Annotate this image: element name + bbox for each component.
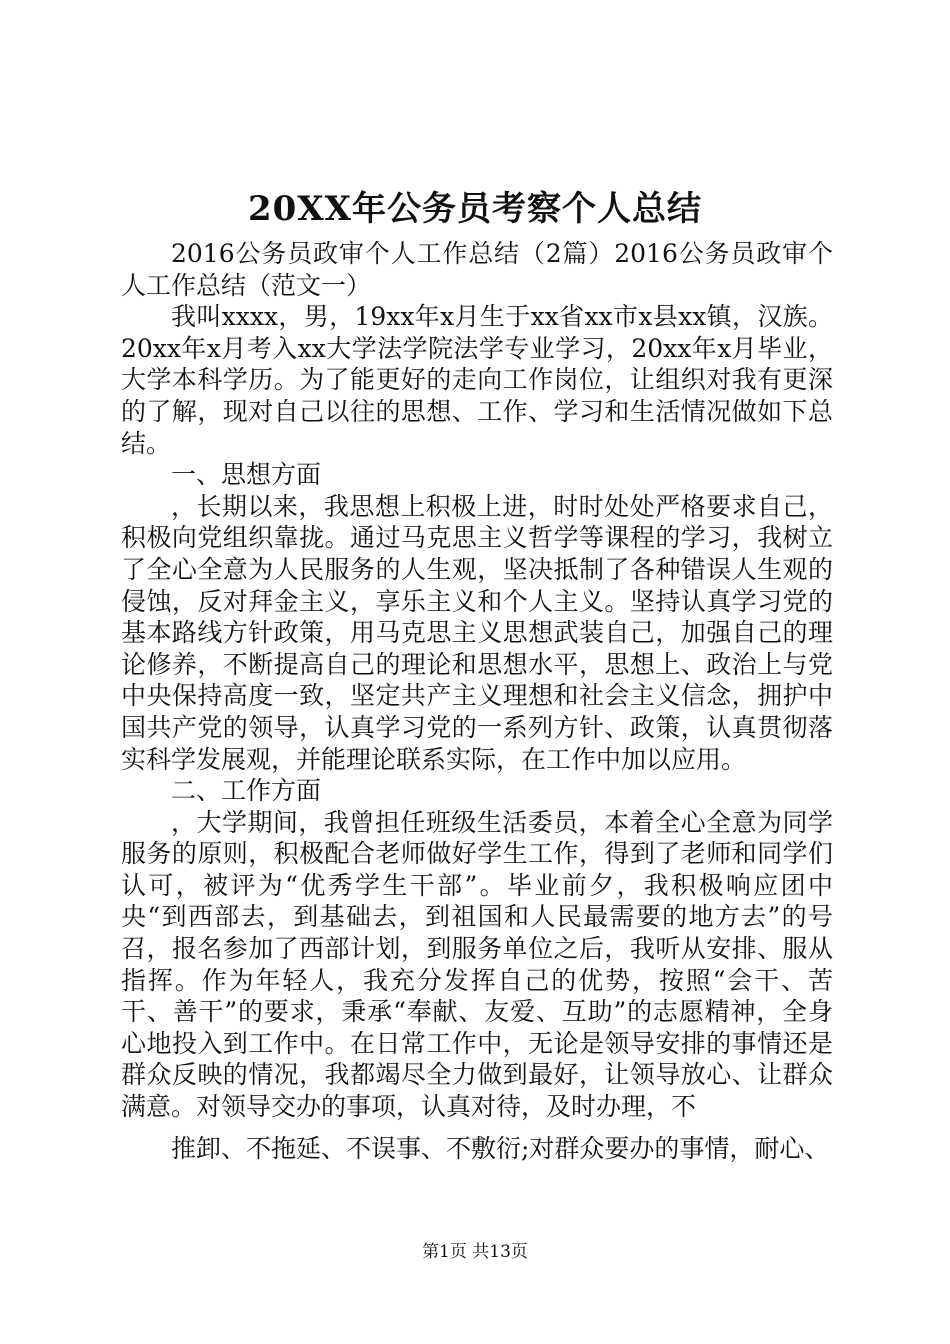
paragraph-thought: ，长期以来，我思想上积极上进，时时处处严格要求自己，积极向党组织靠拢。通过马克思主义哲学等课程的学习，我树立了全心全意为人民服务的人生观，坚决抵制了各种错误人生观的侵蚀，反对拜金主义，享乐主义和个人主义。坚持认真学习党的基本路线方针政策，用马克思主义思想武装自己，加强自己的理论修养，不断提高自己的理论和思想水平，思想上、政治上与党中央保持高度一致，坚定共产主义理想和社会主义信念，拥护中国共产党的领导，认真学习党的一系列方针、政策，认真贯彻落实科学发展观，并能理论联系实际，在工作中加以应用。 bbox=[121, 491, 833, 774]
paragraph-continued: 推卸、不拖延、不误事、不敷衍;对群众要办的事情，耐心、 bbox=[171, 1133, 830, 1163]
document-body bbox=[121, 238, 833, 1164]
document-title: 20XX年公务员考察个人总结 bbox=[247, 189, 703, 229]
section-heading-thought: 一、思想方面 bbox=[171, 460, 322, 490]
paragraph-intro: 2016公务员政审个人工作总结（2篇）2016公务员政审个人工作总结（范文一） bbox=[121, 239, 833, 300]
paragraph-work: ，大学期间，我曾担任班级生活委员，本着全心全意为同学服务的原则，积极配合老师做好学生工作，得到了老师和同学们认可，被评为“优秀学生干部”。毕业前夕，我积极响应团中央“到西部去，到基础去，到祖国和人民最需要的地方去”的号召，报名参加了西部计划，到服务单位之后，我听从安排、服从指挥。作为年轻人，我充分发挥自己的优势，按照“会干、苦干、善干”的要求，秉承“奉献、友爱、互助”的志愿精神，全身心地投入到工作中。在日常工作中，无论是领导安排的事情还是群众反映的情况，我都竭尽全力做到最好，让领导放心、让群众满意。对领导交办的事项，认真对待，及时办理，不 bbox=[121, 807, 833, 1122]
section-heading-work: 二、工作方面 bbox=[171, 776, 322, 806]
paragraph-self-introduction: 我叫xxxx，男，19xx年x月生于xx省xx市x县xx镇，汉族。20xx年x月考入xx大学法学院法学专业学习，20xx年x月毕业，大学本科学历。为了能更好的走向工作岗位，让组织对我有更深的了解，现对自己以往的思想、工作、学习和生活情况做如下总结。 bbox=[121, 302, 833, 458]
page-number-footer: 第1页 共13页 bbox=[422, 1242, 528, 1262]
